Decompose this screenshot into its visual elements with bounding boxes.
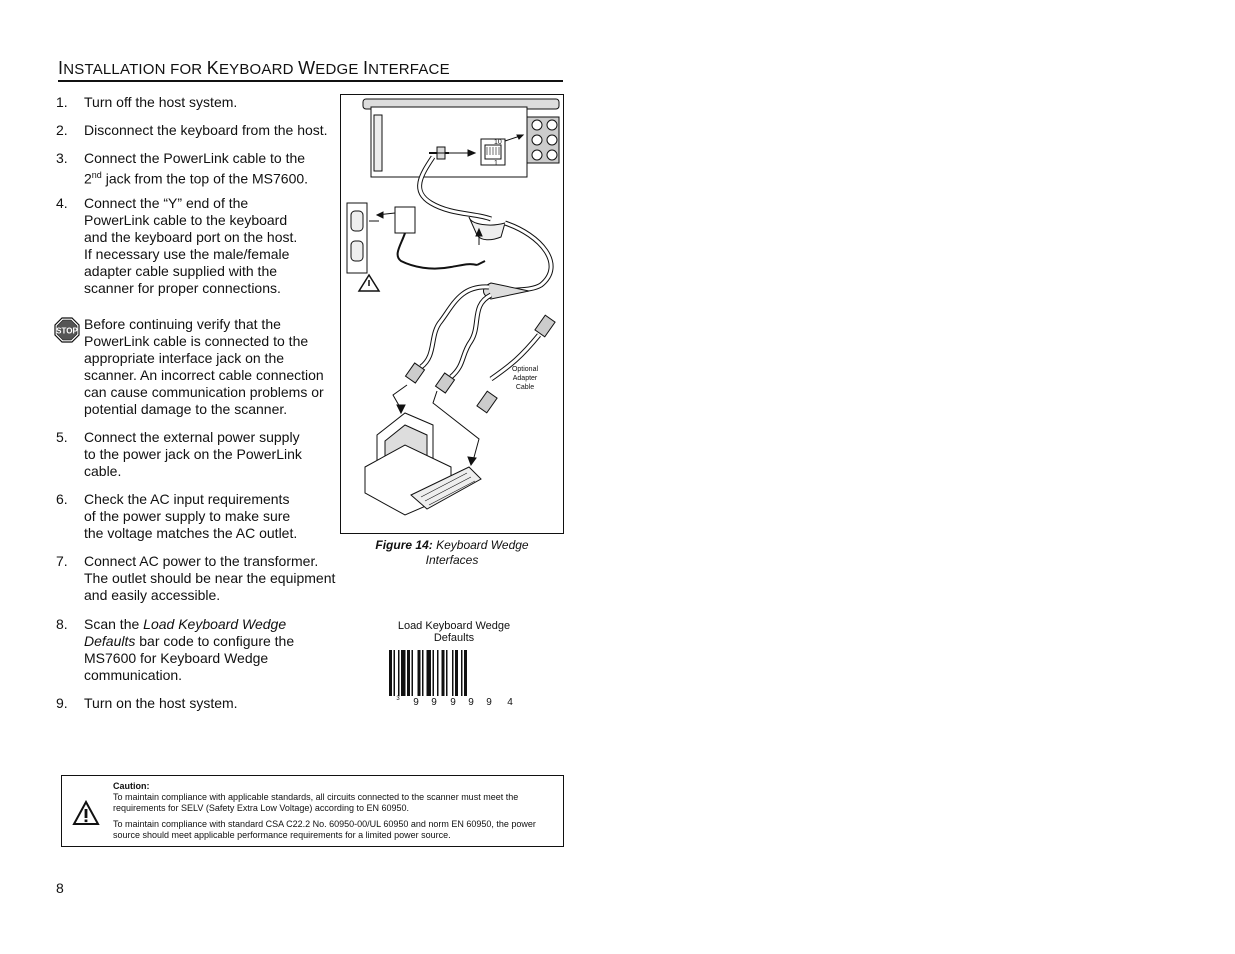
barcode-bar xyxy=(394,650,396,696)
host-lead-line xyxy=(433,391,479,461)
adapter-label-line: Adapter xyxy=(512,375,538,382)
step-text-line: Connect the external power supply xyxy=(84,429,300,445)
keyboard-wedge-figure xyxy=(340,94,564,534)
barcode-bar xyxy=(452,650,454,696)
adapter-connector-top xyxy=(535,315,555,337)
interface-jack xyxy=(547,135,557,145)
figure-caption-label: Figure 14: xyxy=(375,538,433,552)
step-text-line: Connect the PowerLink cable to the xyxy=(84,150,306,166)
adapter-connector-bottom xyxy=(477,391,497,413)
step-number: 3. xyxy=(56,150,68,166)
jack-pin-label-bottom: 1 xyxy=(494,160,498,167)
interface-jack xyxy=(532,135,542,145)
jack-pin-label-top: 10 xyxy=(494,139,502,146)
keyboard-lead-arrow xyxy=(397,405,405,413)
barcode-label-text: Load Keyboard Wedge Defaults xyxy=(397,620,511,644)
page-title-text: INSTALLATION FOR KEYBOARD WEDGE INTERFACE xyxy=(58,58,450,78)
barcode-bar xyxy=(407,650,410,696)
step-text-line: of the power supply to make sure xyxy=(84,508,291,524)
note-line: potential damage to the scanner. xyxy=(84,401,288,417)
barcode-digit: 9 xyxy=(486,697,492,708)
barcode-bar xyxy=(389,650,392,696)
barcode-bar xyxy=(422,650,424,696)
barcode-digit: 3 xyxy=(396,696,400,702)
step-text-line: cable. xyxy=(84,463,122,479)
step-text-line: Connect AC power to the transformer. xyxy=(84,553,319,569)
step-number: 6. xyxy=(56,491,68,507)
step-text xyxy=(84,195,346,297)
branch-cable-b-outline xyxy=(451,295,491,377)
y-cable xyxy=(505,223,551,291)
barcode-bar xyxy=(398,650,400,696)
barcode-bar xyxy=(412,650,414,696)
barcode-digit: 9 xyxy=(413,697,419,708)
step-text-post: bar code to configure the MS7600 for Keyboard Wedge communication. xyxy=(84,633,295,683)
barcode-bar xyxy=(401,650,406,696)
barcode-digit: 9 xyxy=(431,697,437,708)
note-line: can cause communication problems or xyxy=(84,384,324,400)
caution-warning-icon xyxy=(72,800,100,826)
barcode-bar xyxy=(446,650,448,696)
step-number: 5. xyxy=(56,429,68,445)
barcode-digit: 9 xyxy=(468,697,474,708)
y-junction xyxy=(469,217,505,240)
barcode-bar xyxy=(442,650,445,696)
barcode-bar xyxy=(418,650,421,696)
figure-caption xyxy=(340,538,564,568)
step-text-line: jack from the top of the MS7600. xyxy=(101,170,309,187)
step-text xyxy=(84,429,346,480)
step-text: Turn off the host system. xyxy=(84,94,238,110)
step-number: 9. xyxy=(56,695,68,711)
interface-jack xyxy=(547,120,557,130)
barcode-bar xyxy=(464,650,467,696)
caution-box xyxy=(61,775,564,847)
keyboard-wedge-diagram xyxy=(341,95,563,533)
barcode-bar xyxy=(461,650,463,696)
step-text-line: the voltage matches the AC outlet. xyxy=(84,525,298,541)
barcode-bar xyxy=(437,650,439,696)
step-text-line: adapter cable supplied with the xyxy=(84,263,278,279)
step-text-pre: Scan the xyxy=(84,616,144,632)
step-number: 1. xyxy=(56,94,68,110)
figure-caption-text: Keyboard Wedge Interfaces xyxy=(425,538,529,567)
barcode-bar xyxy=(427,650,432,696)
step-number: 7. xyxy=(56,553,68,569)
power-supply-transformer xyxy=(395,207,415,233)
load-keyboard-wedge-defaults-barcode xyxy=(388,650,522,708)
power-jack-plug xyxy=(477,261,485,265)
step-text-line: and the keyboard port on the host. xyxy=(84,229,298,245)
caution-title: Caution: xyxy=(113,781,150,791)
caution-paragraph: To maintain compliance with standard CSA C22.2 No. 60950-00/UL 60950 and norm EN 60950, the power source should meet applicable performance requirements for a limited power source. xyxy=(113,819,536,840)
step-text xyxy=(84,616,309,684)
note-line: scanner. An incorrect cable connection xyxy=(84,367,324,383)
page-title xyxy=(58,58,563,82)
step-text-line: Check the AC input requirements xyxy=(84,491,290,507)
step-text xyxy=(84,553,346,604)
barcode-label xyxy=(390,620,518,644)
step-text-line: PowerLink cable to the keyboard xyxy=(84,212,288,228)
step-text: Disconnect the keyboard from the host. xyxy=(84,122,328,138)
step-number: 2. xyxy=(56,122,68,138)
outlet-socket xyxy=(351,241,363,261)
barcode-digits xyxy=(396,696,513,708)
ordinal-suffix: nd xyxy=(91,170,102,180)
step-text-line: and easily accessible. xyxy=(84,587,221,603)
step-text-line: If necessary use the male/female xyxy=(84,246,290,262)
page-number: 8 xyxy=(56,880,64,896)
step-text xyxy=(84,150,346,188)
step-text-line: Connect the “Y” end of the xyxy=(84,195,249,211)
power-cable xyxy=(398,233,477,269)
note-line: Before continuing verify that the xyxy=(84,316,281,332)
step-text: Turn on the host system. xyxy=(84,695,238,711)
step-text-line: The outlet should be near the equipment xyxy=(84,570,336,586)
interface-jack xyxy=(532,120,542,130)
host-lead-arrow xyxy=(468,457,476,465)
adapter-label-line: Optional xyxy=(511,366,539,373)
barcode-digit: 9 xyxy=(450,697,456,708)
stop-sign-icon xyxy=(54,317,80,343)
step-text-number: 2 xyxy=(84,170,92,187)
barcode-bar xyxy=(433,650,435,696)
caution-text xyxy=(113,781,557,846)
outlet-socket xyxy=(351,211,363,231)
note-line: appropriate interface jack on the xyxy=(84,350,285,366)
transformer-arrowhead xyxy=(377,212,383,218)
stop-note-text xyxy=(84,316,346,418)
adapter-label-line: Cable xyxy=(515,384,535,391)
step-number: 8. xyxy=(56,616,68,632)
stop-sign-text: STOP xyxy=(56,326,78,336)
scanner-side-panel xyxy=(374,115,382,171)
interface-jack xyxy=(532,150,542,160)
note-line: PowerLink cable is connected to the xyxy=(84,333,309,349)
step-number: 4. xyxy=(56,195,68,211)
step-text-line: to the power jack on the PowerLink xyxy=(84,446,302,462)
barcode-reference: Load Keyboard Wedge Defaults xyxy=(84,616,287,649)
caution-paragraph: To maintain compliance with applicable standards, all circuits connected to the scanner must meet the requirements for SELV (Safety Extra Low Voltage) according to EN 60950. xyxy=(113,792,519,813)
barcode-bar xyxy=(455,650,458,696)
step-text-line: scanner for proper connections. xyxy=(84,280,281,296)
interface-jack xyxy=(547,150,557,160)
barcode-digit: 4 xyxy=(507,697,513,708)
barcode-bars xyxy=(389,650,467,696)
step-text xyxy=(84,491,346,542)
